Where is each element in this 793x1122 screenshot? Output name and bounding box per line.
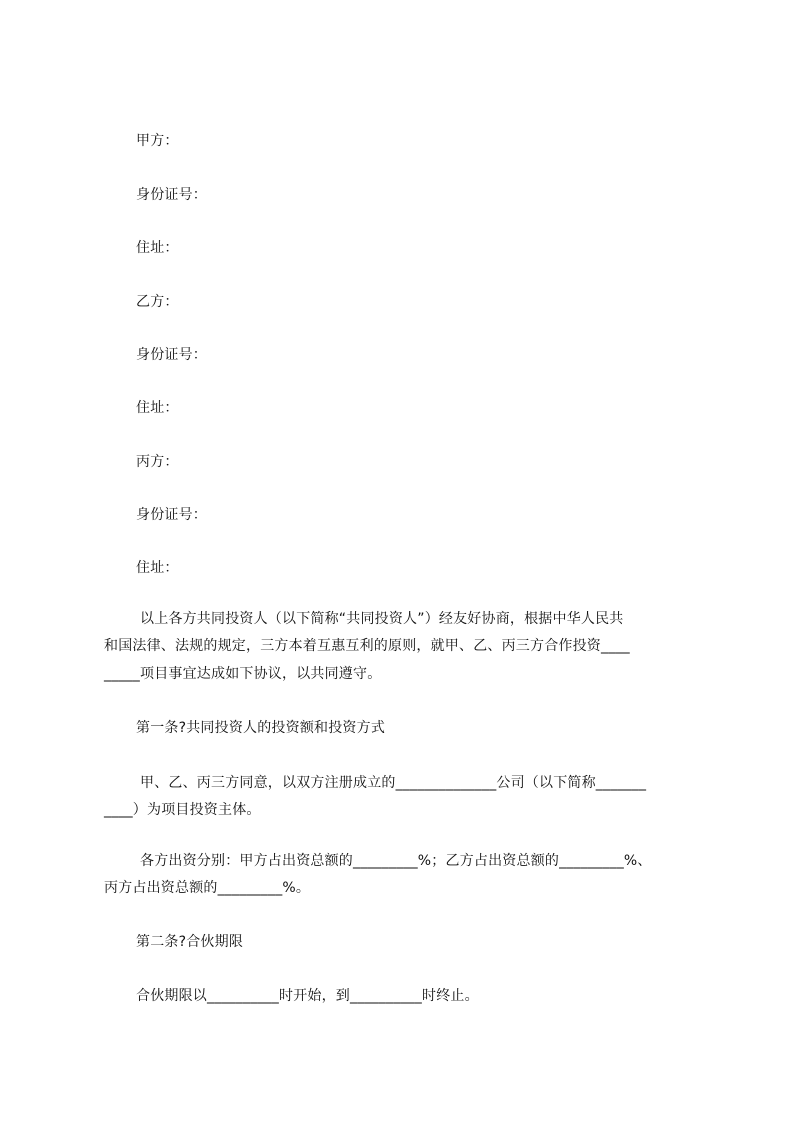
article-1-p2-line-1: 各方出资分别：甲方占出资总额的_________%；乙方占出资总额的_________%、: [140, 853, 652, 869]
party-b-address-label: 住址：: [136, 400, 179, 416]
article-2-title: 第二条?合伙期限: [136, 934, 244, 950]
party-c-address-label: 住址：: [136, 560, 179, 576]
article-1-title: 第一条?共同投资人的投资额和投资方式: [136, 720, 386, 736]
intro-line-3: _____项目事宜达成如下协议，以共同遵守。: [104, 666, 382, 682]
party-b-id-label: 身份证号：: [136, 347, 207, 363]
party-c-id-label: 身份证号：: [136, 507, 207, 523]
article-1-p1-line-2: ____）为项目投资主体。: [104, 802, 261, 818]
party-a-address-label: 住址：: [136, 240, 179, 256]
party-a-label: 甲方：: [136, 133, 179, 149]
intro-line-1: 以上各方共同投资人（以下简称“共同投资人”）经友好协商，根据中华人民共: [140, 611, 624, 627]
party-b-label: 乙方：: [136, 294, 179, 310]
article-1-p2-line-2: 丙方占出资总额的_________%。: [104, 880, 311, 896]
party-c-label: 丙方：: [136, 454, 179, 470]
article-1-p1-line-1: 甲、乙、丙三方同意，以双方注册成立的______________公司（以下简称_______: [140, 775, 647, 791]
article-2-p1: 合伙期限以__________时开始，到__________时终止。: [136, 988, 479, 1004]
party-a-id-label: 身份证号：: [136, 187, 207, 203]
intro-line-2: 和国法律、法规的规定，三方本着互惠互利的原则，就甲、乙、丙三方合作投资____: [104, 638, 630, 654]
